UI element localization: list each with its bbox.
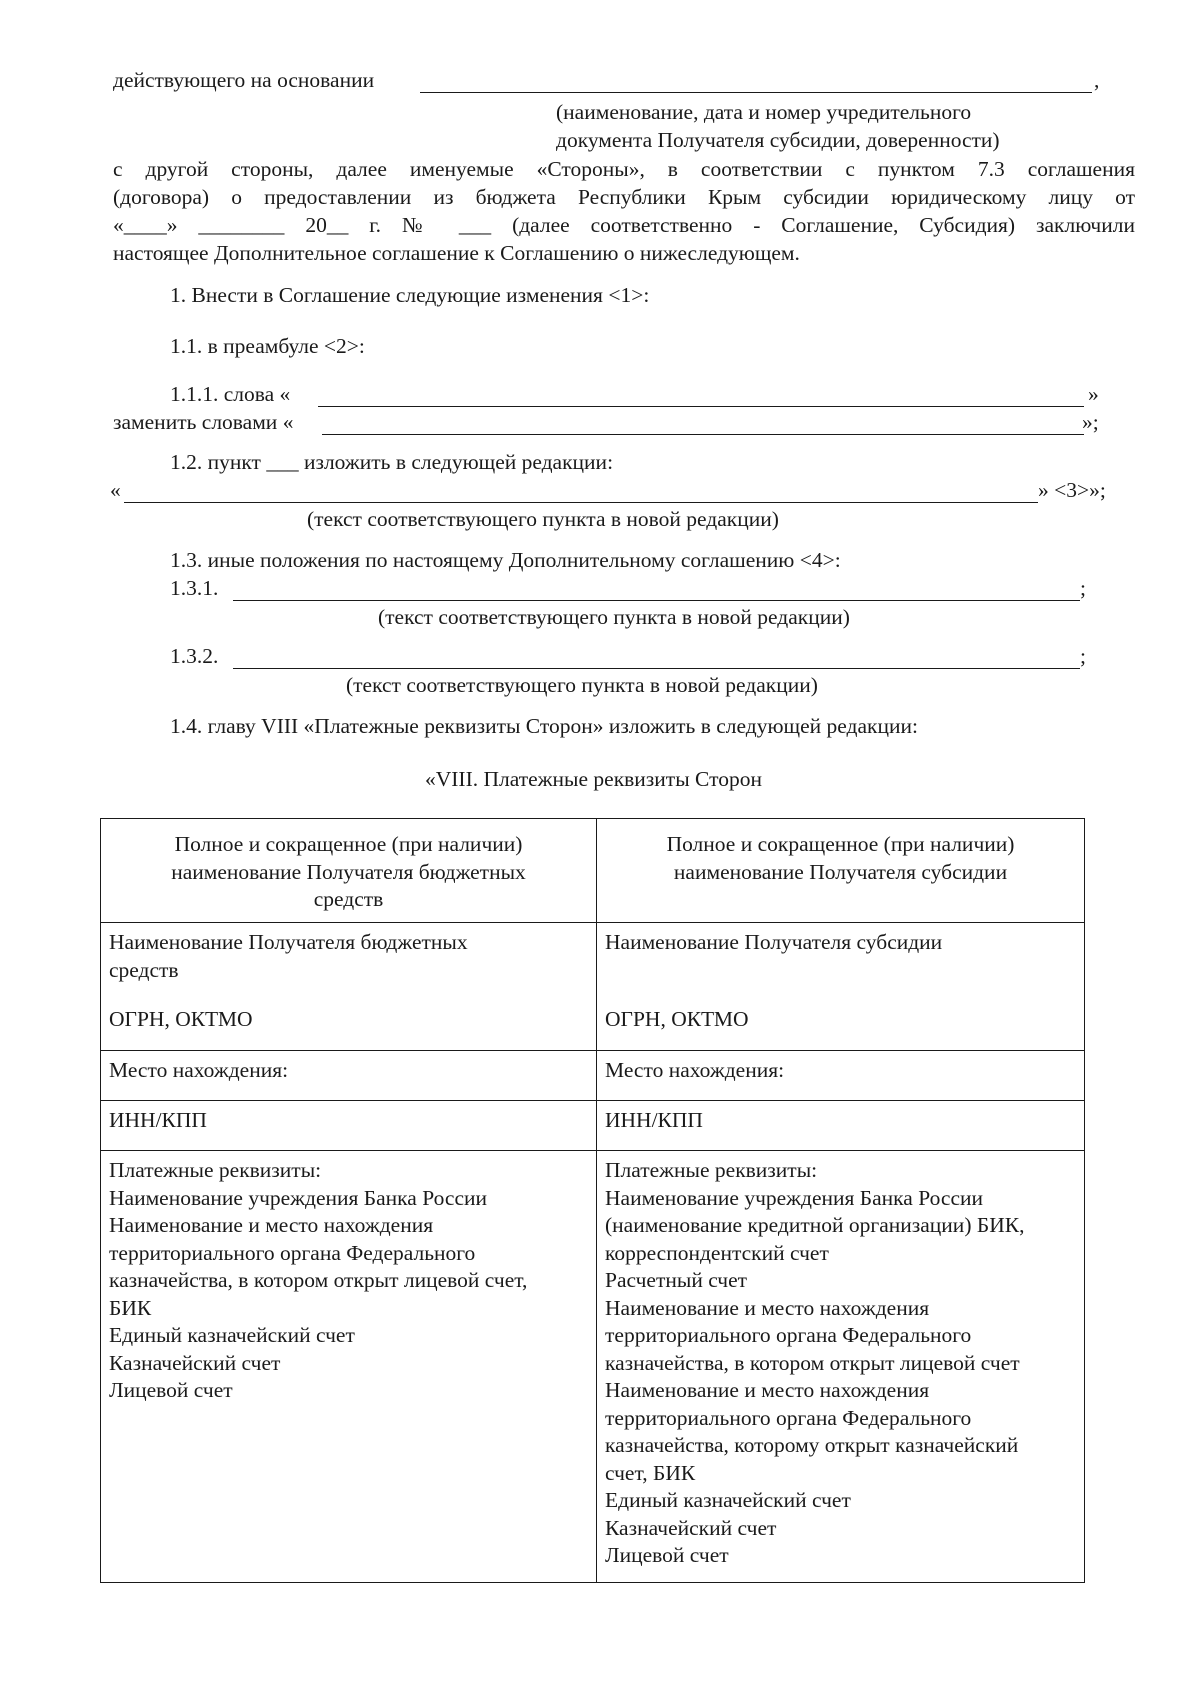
name-left-line: Наименование Получателя бюджетных bbox=[109, 930, 468, 954]
location-left-cell: Место нахождения: bbox=[101, 1051, 597, 1101]
name-left-cell bbox=[101, 923, 597, 1051]
section-title: «VIII. Платежные реквизиты Сторон bbox=[425, 767, 762, 791]
replace-start: заменить словами « bbox=[113, 410, 294, 434]
item-1-3-2-end: ; bbox=[1080, 644, 1086, 668]
name-right-line: Наименование Получателя субсидии bbox=[605, 930, 943, 954]
header-left-line: Полное и сокращенное (при наличии) bbox=[174, 832, 523, 856]
item-1-3-2-blank-line[interactable] bbox=[233, 668, 1080, 669]
item-1-2-close: » <3>»; bbox=[1038, 478, 1106, 502]
item-1-3-1-hint: (текст соответствующего пункта в новой редакции) bbox=[378, 605, 850, 629]
payment-left-line: территориального органа Федерального bbox=[109, 1240, 476, 1265]
table-row bbox=[101, 923, 1085, 1051]
basis-blank-line[interactable] bbox=[420, 92, 1092, 93]
payment-right-line: Лицевой счет bbox=[605, 1543, 729, 1567]
table-row bbox=[101, 1051, 1085, 1101]
basis-hint-2: документа Получателя субсидии, доверенности) bbox=[556, 128, 1000, 152]
payment-right-line: Единый казначейский счет bbox=[605, 1488, 851, 1512]
item-1-1-1-start: 1.1.1. слова « bbox=[170, 382, 291, 406]
item-1-3-2: 1.3.2. bbox=[170, 644, 219, 668]
payment-right-line: Наименование и место нахождения bbox=[605, 1378, 930, 1402]
ogrn-right: ОГРН, ОКТМО bbox=[605, 1007, 749, 1031]
header-right-cell bbox=[597, 819, 1085, 923]
requisites-table bbox=[100, 818, 1085, 1583]
header-left-line: средств bbox=[313, 887, 384, 911]
header-right-line: Полное и сокращенное (при наличии) bbox=[666, 832, 1015, 856]
payment-right-line: корреспондентский счет bbox=[605, 1240, 829, 1265]
payment-right-line: казначейства, которому открыт казначейский bbox=[605, 1433, 1019, 1457]
replace-blank-line[interactable] bbox=[322, 434, 1084, 435]
payment-right-line: счет, БИК bbox=[605, 1460, 696, 1485]
item-1-3-1-end: ; bbox=[1080, 576, 1086, 600]
header-left-line: наименование Получателя бюджетных bbox=[171, 859, 526, 884]
item-1-4: 1.4. главу VIII «Платежные реквизиты Сторон» изложить в следующей редакции: bbox=[170, 714, 918, 738]
location-right-cell: Место нахождения: bbox=[597, 1051, 1085, 1101]
payment-left-line: Казначейский счет bbox=[109, 1350, 281, 1375]
words-blank-line[interactable] bbox=[318, 406, 1084, 407]
payment-right-cell bbox=[597, 1151, 1085, 1583]
item-1-1: 1.1. в преамбуле <2>: bbox=[170, 334, 365, 358]
intro-paragraph-line-2: (договора) о предоставлении из бюджета Республики Крым субсидии юридическому лицу от bbox=[113, 185, 1135, 209]
payment-right-line: территориального органа Федерального bbox=[605, 1323, 972, 1347]
intro-paragraph-line-3: «____» ________ 20__ г. № ___ (далее соответственно - Соглашение, Субсидия) заключили bbox=[113, 213, 1135, 237]
payment-right-line: территориального органа Федерального bbox=[605, 1405, 972, 1430]
payment-left-cell bbox=[101, 1151, 597, 1583]
intro-paragraph-line-4: настоящее Дополнительное соглашение к Соглашению о нижеследующем. bbox=[113, 241, 800, 265]
payment-right-line: Казначейский счет bbox=[605, 1515, 777, 1540]
comma: , bbox=[1094, 68, 1100, 92]
table-row bbox=[101, 1151, 1085, 1583]
intro-paragraph-line-1: с другой стороны, далее именуемые «Стороны», в соответствии с пунктом 7.3 соглашения bbox=[113, 157, 1135, 181]
item-1-2: 1.2. пункт ___ изложить в следующей редакции: bbox=[170, 450, 614, 474]
replace-end: »; bbox=[1082, 410, 1099, 434]
item-1-1-1-end: » bbox=[1088, 382, 1099, 406]
payment-right-line: Наименование и место нахождения bbox=[605, 1295, 930, 1320]
inn-left-cell: ИНН/КПП bbox=[101, 1101, 597, 1151]
table-row bbox=[101, 1101, 1085, 1151]
name-left-line: средств bbox=[109, 957, 179, 982]
payment-right-line: Платежные реквизиты: bbox=[605, 1158, 818, 1182]
item-1: 1. Внести в Соглашение следующие изменения <1>: bbox=[170, 283, 650, 307]
payment-right-line: Расчетный счет bbox=[605, 1268, 748, 1292]
payment-left-line: Наименование учреждения Банка России bbox=[109, 1185, 488, 1210]
payment-left-line: БИК bbox=[109, 1295, 152, 1320]
header-left-cell bbox=[101, 819, 597, 923]
name-right-cell bbox=[597, 923, 1085, 1051]
payment-left-line: Платежные реквизиты: bbox=[109, 1158, 322, 1182]
item-1-3-2-hint: (текст соответствующего пункта в новой редакции) bbox=[346, 673, 818, 697]
acting-basis-label: действующего на основании bbox=[113, 68, 375, 92]
inn-right-cell: ИНН/КПП bbox=[597, 1101, 1085, 1151]
basis-hint-1: (наименование, дата и номер учредительного bbox=[556, 100, 972, 124]
ogrn-left: ОГРН, ОКТМО bbox=[109, 1007, 253, 1031]
header-right-line: наименование Получателя субсидии bbox=[673, 859, 1008, 884]
payment-left-line: Лицевой счет bbox=[109, 1378, 233, 1402]
table-row bbox=[101, 819, 1085, 923]
item-1-3: 1.3. иные положения по настоящему Дополнительному соглашению <4>: bbox=[170, 548, 841, 572]
payment-right-line: (наименование кредитной организации) БИК, bbox=[605, 1213, 1025, 1237]
item-1-2-blank-line[interactable] bbox=[124, 502, 1038, 503]
item-1-3-1: 1.3.1. bbox=[170, 576, 219, 600]
payment-left-line: Единый казначейский счет bbox=[109, 1323, 355, 1347]
payment-right-line: казначейства, в котором открыт лицевой счет bbox=[605, 1350, 1020, 1375]
item-1-2-hint: (текст соответствующего пункта в новой редакции) bbox=[307, 507, 779, 531]
payment-left-line: Наименование и место нахождения bbox=[109, 1213, 434, 1237]
payment-left-line: казначейства, в котором открыт лицевой счет, bbox=[109, 1268, 528, 1292]
item-1-3-1-blank-line[interactable] bbox=[233, 600, 1080, 601]
payment-right-line: Наименование учреждения Банка России bbox=[605, 1185, 984, 1210]
item-1-2-open-quote: « bbox=[110, 478, 121, 502]
